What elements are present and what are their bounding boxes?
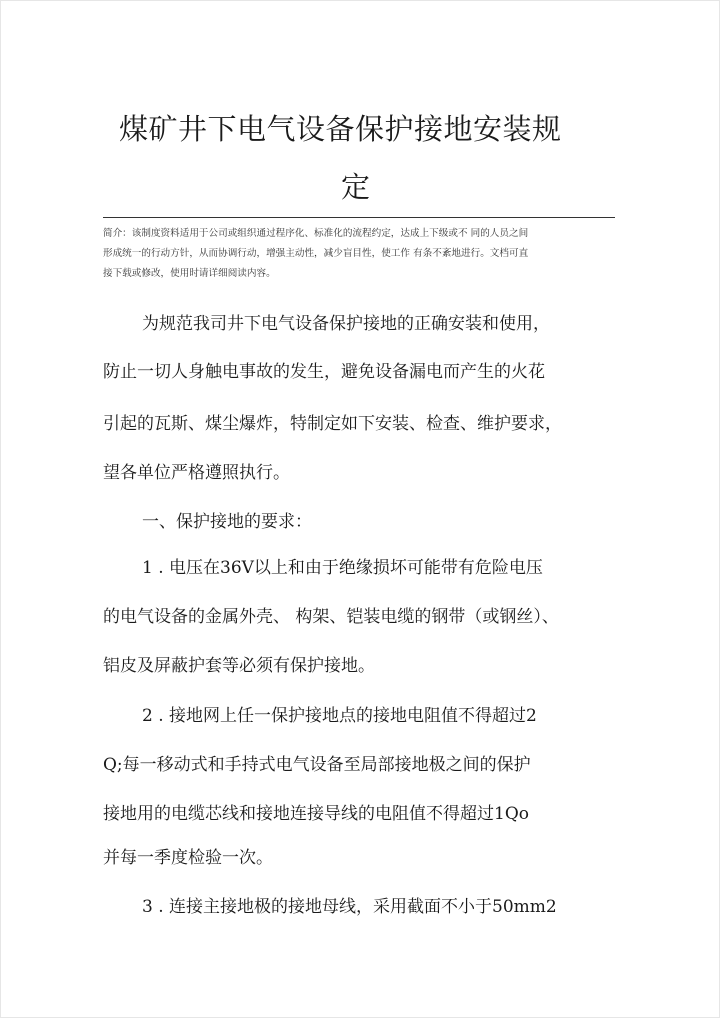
- body-paragraph-line: 望各单位严格遵照执行。: [103, 463, 290, 483]
- summary-line: 形成统一的行动方针，从而协调行动，增强主动性，减少盲目性，使工作 有条不紊地进行。文档可直: [103, 248, 529, 259]
- section-heading: 一、保护接地的要求：: [142, 512, 312, 532]
- body-paragraph-line: 引起的瓦斯、煤尘爆炸，特制定如下安装、检查、维护要求，: [103, 414, 562, 434]
- body-paragraph-line: 3 . 连接主接地极的接地母线，采用截面不小于50mm2: [142, 897, 557, 917]
- summary-block: [103, 224, 615, 284]
- body-paragraph-line: Q;每一移动式和手持式电气设备至局部接地极之间的保护: [103, 755, 531, 775]
- body-paragraph-line: 铝皮及屏蔽护套等必须有保护接地。: [103, 656, 375, 676]
- body-paragraph-line: 2 . 接地网上任一保护接地点的接地电阻值不得超过2: [142, 706, 537, 726]
- summary-line: 简介：该制度资料适用于公司或组织通过程序化、标准化的流程约定，达成上下级或不 同的人员之间: [103, 228, 529, 239]
- body-paragraph-line: 接地用的电缆芯线和接地连接导线的电阻值不得超过1Qo: [103, 804, 529, 824]
- document-title: 煤矿井下电气设备保护接地安装规: [119, 112, 562, 146]
- body-paragraph-line: 并每一季度检验一次。: [103, 848, 273, 868]
- body-paragraph-line: 为规范我司井下电气设备保护接地的正确安装和使用，: [142, 314, 550, 334]
- body-paragraph-line: 防止一切人身触电事故的发生，避免设备漏电而产生的火花: [103, 362, 545, 382]
- summary-divider: [103, 217, 615, 218]
- document-title-continued: 定: [341, 170, 371, 204]
- summary-line: 接下载或修改，使用时请详细阅读内容。: [103, 268, 276, 279]
- body-paragraph-line: 的电气设备的金属外壳、 构架、铠装电缆的钢带（或钢丝）、: [103, 607, 559, 627]
- body-paragraph-line: 1 . 电压在36V以上和由于绝缘损坏可能带有危险电压: [142, 558, 543, 578]
